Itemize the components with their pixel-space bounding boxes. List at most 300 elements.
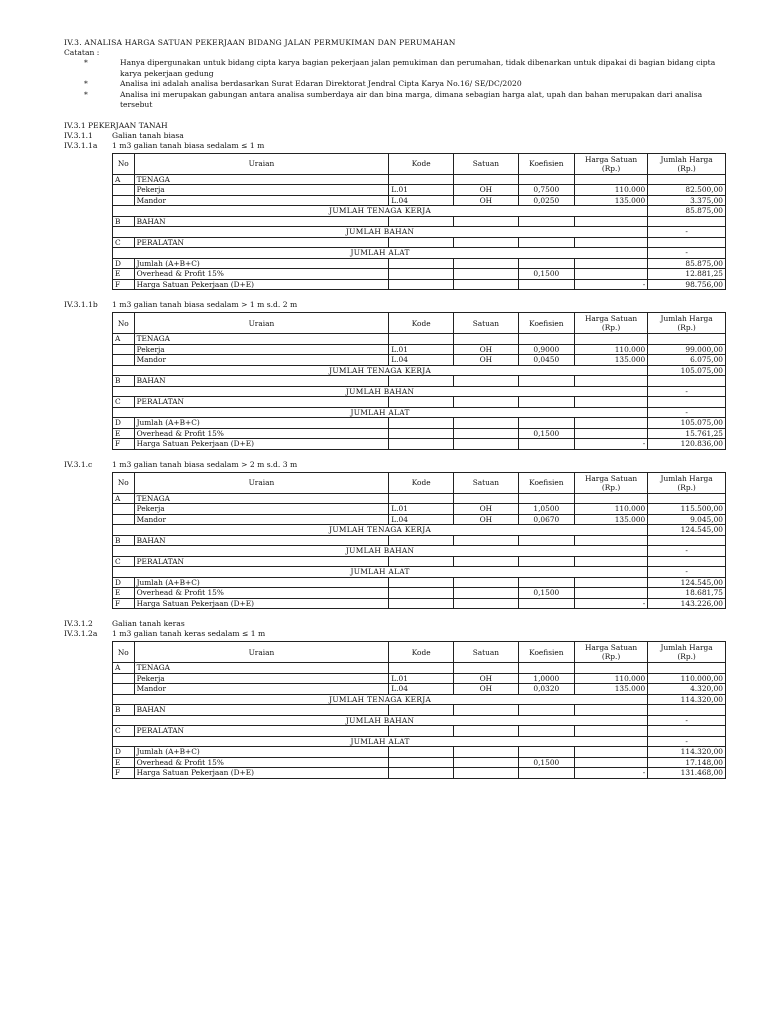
table-cell bbox=[574, 705, 647, 716]
table-cell bbox=[648, 556, 726, 567]
worker-name: Pekerja bbox=[134, 185, 389, 196]
table-cell bbox=[389, 588, 454, 599]
worker-name: Mandor bbox=[134, 684, 389, 695]
table-row bbox=[113, 598, 726, 609]
row-letter: B bbox=[113, 376, 135, 387]
table-cell bbox=[518, 705, 574, 716]
note-item bbox=[64, 79, 720, 90]
table-row bbox=[113, 174, 726, 185]
table-cell bbox=[518, 556, 574, 567]
table-row bbox=[113, 439, 726, 450]
total-material-label: JUMLAH BAHAN bbox=[113, 386, 648, 397]
worker-price: 110.000 bbox=[574, 185, 647, 196]
table-header-row bbox=[113, 313, 726, 334]
worker-coefficient: 1,0000 bbox=[518, 673, 574, 684]
header-uraian: Uraian bbox=[134, 472, 389, 493]
header-koefisien: Koefisien bbox=[518, 472, 574, 493]
table-row bbox=[113, 757, 726, 768]
table-row bbox=[113, 185, 726, 196]
table-cell bbox=[454, 428, 519, 439]
worker-coefficient: 0,0450 bbox=[518, 355, 574, 366]
table-cell bbox=[518, 418, 574, 429]
group-label: TENAGA bbox=[134, 663, 389, 674]
worker-name: Pekerja bbox=[134, 673, 389, 684]
table-cell bbox=[454, 334, 519, 345]
unit-price-value: 143.226,00 bbox=[648, 598, 726, 609]
header-harga: Harga Satuan (Rp.) bbox=[574, 313, 647, 334]
table-cell bbox=[574, 535, 647, 546]
table-cell bbox=[389, 269, 454, 280]
group-label: PERALATAN bbox=[134, 556, 389, 567]
header-kode: Kode bbox=[389, 153, 454, 174]
table-cell bbox=[389, 376, 454, 387]
table-cell bbox=[389, 439, 454, 450]
unit-price-dash: - bbox=[574, 768, 647, 779]
table-row bbox=[113, 577, 726, 588]
table-cell bbox=[454, 705, 519, 716]
worker-coefficient: 0,0670 bbox=[518, 514, 574, 525]
table-row bbox=[113, 514, 726, 525]
worker-coefficient: 0,0320 bbox=[518, 684, 574, 695]
worker-coefficient: 0,0250 bbox=[518, 195, 574, 206]
table-cell bbox=[518, 663, 574, 674]
header-jumlah: Jumlah Harga (Rp.) bbox=[648, 153, 726, 174]
header-satuan: Satuan bbox=[454, 472, 519, 493]
header-satuan: Satuan bbox=[454, 313, 519, 334]
table-cell bbox=[518, 237, 574, 248]
row-letter: B bbox=[113, 705, 135, 716]
total-material-label: JUMLAH BAHAN bbox=[113, 227, 648, 238]
worker-amount: 4.320,00 bbox=[648, 684, 726, 695]
table-cell bbox=[518, 747, 574, 758]
table-row bbox=[113, 344, 726, 355]
table-row bbox=[113, 726, 726, 737]
total-labor-label: JUMLAH TENAGA KERJA bbox=[113, 206, 648, 217]
table-cell bbox=[389, 663, 454, 674]
table-cell bbox=[648, 726, 726, 737]
subsection-text: Galian tanah biasa bbox=[112, 130, 184, 140]
group-label: PERALATAN bbox=[134, 397, 389, 408]
table-cell bbox=[389, 535, 454, 546]
header-satuan: Satuan bbox=[454, 153, 519, 174]
table-cell bbox=[454, 588, 519, 599]
total-material-value: - bbox=[648, 546, 726, 557]
row-letter: E bbox=[113, 269, 135, 280]
table-cell bbox=[113, 684, 135, 695]
table-cell bbox=[518, 279, 574, 290]
overhead-coefficient: 0,1500 bbox=[518, 269, 574, 280]
total-labor-label: JUMLAH TENAGA KERJA bbox=[113, 365, 648, 376]
total-labor-label: JUMLAH TENAGA KERJA bbox=[113, 694, 648, 705]
subsection-heading bbox=[64, 619, 768, 629]
table-cell bbox=[389, 705, 454, 716]
group-label: TENAGA bbox=[134, 334, 389, 345]
worker-amount: 9.045,00 bbox=[648, 514, 726, 525]
table-row bbox=[113, 588, 726, 599]
table-row bbox=[113, 216, 726, 227]
worker-coefficient: 0,9000 bbox=[518, 344, 574, 355]
subtotal-label: Jumlah (A+B+C) bbox=[134, 418, 389, 429]
total-equipment-value: - bbox=[648, 407, 726, 418]
worker-code: L.01 bbox=[389, 344, 454, 355]
header-jumlah: Jumlah Harga (Rp.) bbox=[648, 472, 726, 493]
header-koefisien: Koefisien bbox=[518, 313, 574, 334]
table-cell bbox=[648, 376, 726, 387]
row-letter: D bbox=[113, 258, 135, 269]
analysis-block bbox=[64, 131, 768, 291]
table-cell bbox=[454, 376, 519, 387]
row-letter: E bbox=[113, 428, 135, 439]
table-cell bbox=[389, 493, 454, 504]
total-labor-value: 85.875,00 bbox=[648, 206, 726, 217]
worker-name: Pekerja bbox=[134, 344, 389, 355]
table-row bbox=[113, 715, 726, 726]
header-uraian: Uraian bbox=[134, 313, 389, 334]
table-row bbox=[113, 227, 726, 238]
analysis-block bbox=[64, 460, 768, 610]
total-equipment-label: JUMLAH ALAT bbox=[113, 248, 648, 259]
subtotal-value: 114.320,00 bbox=[648, 747, 726, 758]
worker-price: 135.000 bbox=[574, 514, 647, 525]
total-equipment-label: JUMLAH ALAT bbox=[113, 407, 648, 418]
table-cell bbox=[454, 768, 519, 779]
table-row bbox=[113, 428, 726, 439]
row-letter: C bbox=[113, 397, 135, 408]
group-label: PERALATAN bbox=[134, 237, 389, 248]
table-header-row bbox=[113, 642, 726, 663]
worker-unit: OH bbox=[454, 504, 519, 515]
worker-code: L.04 bbox=[389, 195, 454, 206]
note-text: Analisa ini merupakan gabungan antara analisa sumberdaya air dan bina marga, dimana sebagian harga alat, upah dan bahan merupakan dari analisa tersebut bbox=[120, 89, 703, 109]
unit-price-dash: - bbox=[574, 279, 647, 290]
unit-price-value: 120.836,00 bbox=[648, 439, 726, 450]
worker-unit: OH bbox=[454, 185, 519, 196]
worker-coefficient: 0,7500 bbox=[518, 185, 574, 196]
overhead-coefficient: 0,1500 bbox=[518, 428, 574, 439]
header-harga: Harga Satuan (Rp.) bbox=[574, 642, 647, 663]
unit-price-label: Harga Satuan Pekerjaan (D+E) bbox=[134, 768, 389, 779]
table-cell bbox=[574, 418, 647, 429]
note-text: Hanya dipergunakan untuk bidang cipta karya bagian pekerjaan jalan pemukiman dan perumahan, tidak dibenarkan untuk dipakai di bagian bidang cipta karya pekerjaan gedung bbox=[120, 58, 716, 78]
total-material-value: - bbox=[648, 386, 726, 397]
table-cell bbox=[648, 174, 726, 185]
group-label: BAHAN bbox=[134, 376, 389, 387]
header-no: No bbox=[113, 642, 135, 663]
table-cell bbox=[454, 577, 519, 588]
header-kode: Kode bbox=[389, 313, 454, 334]
row-letter: B bbox=[113, 535, 135, 546]
total-equipment-label: JUMLAH ALAT bbox=[113, 567, 648, 578]
table-row bbox=[113, 684, 726, 695]
table-cell bbox=[113, 673, 135, 684]
table-cell bbox=[518, 598, 574, 609]
item-code: IV.3.1.1b bbox=[64, 300, 98, 309]
table-cell bbox=[648, 237, 726, 248]
table-cell bbox=[454, 556, 519, 567]
total-equipment-value: - bbox=[648, 736, 726, 747]
analysis-table bbox=[112, 312, 726, 450]
worker-amount: 6.075,00 bbox=[648, 355, 726, 366]
table-cell bbox=[518, 174, 574, 185]
table-header-row bbox=[113, 153, 726, 174]
worker-price: 110.000 bbox=[574, 344, 647, 355]
table-row bbox=[113, 376, 726, 387]
worker-coefficient: 1,0500 bbox=[518, 504, 574, 515]
total-equipment-value: - bbox=[648, 248, 726, 259]
worker-name: Mandor bbox=[134, 355, 389, 366]
note-bullet: * bbox=[84, 79, 88, 88]
table-cell bbox=[574, 757, 647, 768]
table-row bbox=[113, 206, 726, 217]
table-header-row bbox=[113, 472, 726, 493]
table-cell bbox=[113, 355, 135, 366]
group-label: PERALATAN bbox=[134, 726, 389, 737]
note-item bbox=[64, 58, 720, 79]
table-cell bbox=[454, 535, 519, 546]
worker-code: L.04 bbox=[389, 684, 454, 695]
table-row bbox=[113, 269, 726, 280]
table-row bbox=[113, 493, 726, 504]
table-cell bbox=[454, 237, 519, 248]
group-label: TENAGA bbox=[134, 493, 389, 504]
table-cell bbox=[113, 195, 135, 206]
header-uraian: Uraian bbox=[134, 153, 389, 174]
table-cell bbox=[518, 216, 574, 227]
overhead-coefficient: 0,1500 bbox=[518, 588, 574, 599]
row-letter: D bbox=[113, 418, 135, 429]
worker-amount: 115.500,00 bbox=[648, 504, 726, 515]
table-row bbox=[113, 258, 726, 269]
worker-amount: 110.000,00 bbox=[648, 673, 726, 684]
table-cell bbox=[518, 768, 574, 779]
total-labor-label: JUMLAH TENAGA KERJA bbox=[113, 525, 648, 536]
table-row bbox=[113, 334, 726, 345]
row-letter: A bbox=[113, 663, 135, 674]
table-cell bbox=[454, 757, 519, 768]
row-letter: C bbox=[113, 726, 135, 737]
subsection-text: Galian tanah keras bbox=[112, 619, 185, 628]
table-cell bbox=[389, 279, 454, 290]
table-row bbox=[113, 736, 726, 747]
row-letter: F bbox=[113, 439, 135, 450]
note-bullet: * bbox=[84, 89, 88, 99]
worker-unit: OH bbox=[454, 195, 519, 206]
header-harga: Harga Satuan (Rp.) bbox=[574, 153, 647, 174]
table-row bbox=[113, 673, 726, 684]
subtotal-value: 85.875,00 bbox=[648, 258, 726, 269]
overhead-label: Overhead & Profit 15% bbox=[134, 588, 389, 599]
overhead-value: 17.148,00 bbox=[648, 757, 726, 768]
item-heading bbox=[64, 300, 768, 310]
table-cell bbox=[648, 663, 726, 674]
worker-unit: OH bbox=[454, 673, 519, 684]
table-cell bbox=[518, 397, 574, 408]
subsection-heading bbox=[64, 131, 768, 141]
worker-unit: OH bbox=[454, 355, 519, 366]
table-cell bbox=[518, 376, 574, 387]
table-row bbox=[113, 237, 726, 248]
table-cell bbox=[389, 747, 454, 758]
unit-price-label: Harga Satuan Pekerjaan (D+E) bbox=[134, 439, 389, 450]
table-cell bbox=[389, 418, 454, 429]
table-cell bbox=[389, 768, 454, 779]
document-title: IV.3. ANALISA HARGA SATUAN PEKERJAAN BIDANG JALAN PERMUKIMAN DAN PERUMAHAN bbox=[64, 38, 456, 47]
table-cell bbox=[454, 269, 519, 280]
header-kode: Kode bbox=[389, 642, 454, 663]
table-cell bbox=[574, 428, 647, 439]
table-row bbox=[113, 567, 726, 578]
overhead-label: Overhead & Profit 15% bbox=[134, 269, 389, 280]
table-row bbox=[113, 407, 726, 418]
section-title: IV.3.1 PEKERJAAN TANAH bbox=[64, 120, 168, 130]
subtotal-label: Jumlah (A+B+C) bbox=[134, 258, 389, 269]
table-cell bbox=[574, 493, 647, 504]
table-cell bbox=[648, 493, 726, 504]
table-row bbox=[113, 747, 726, 758]
table-cell bbox=[574, 269, 647, 280]
table-row bbox=[113, 694, 726, 705]
note-text: Analisa ini adalah analisa berdasarkan Surat Edaran Direktorat Jendral Cipta Karya No.16/ SE/DC/2020 bbox=[120, 79, 522, 88]
table-cell bbox=[454, 174, 519, 185]
row-letter: F bbox=[113, 768, 135, 779]
row-letter: F bbox=[113, 598, 135, 609]
table-row bbox=[113, 768, 726, 779]
table-row bbox=[113, 504, 726, 515]
note-item bbox=[64, 90, 720, 111]
table-row bbox=[113, 279, 726, 290]
table-cell bbox=[454, 663, 519, 674]
worker-amount: 82.500,00 bbox=[648, 185, 726, 196]
worker-code: L.04 bbox=[389, 514, 454, 525]
unit-price-dash: - bbox=[574, 439, 647, 450]
header-no: No bbox=[113, 472, 135, 493]
table-row bbox=[113, 663, 726, 674]
worker-price: 110.000 bbox=[574, 673, 647, 684]
header-jumlah: Jumlah Harga (Rp.) bbox=[648, 313, 726, 334]
table-cell bbox=[454, 747, 519, 758]
table-row bbox=[113, 195, 726, 206]
table-cell bbox=[574, 747, 647, 758]
table-cell bbox=[574, 216, 647, 227]
table-row bbox=[113, 355, 726, 366]
unit-price-value: 98.756,00 bbox=[648, 279, 726, 290]
table-cell bbox=[389, 334, 454, 345]
header-kode: Kode bbox=[389, 472, 454, 493]
table-cell bbox=[648, 535, 726, 546]
table-cell bbox=[574, 376, 647, 387]
subtotal-label: Jumlah (A+B+C) bbox=[134, 577, 389, 588]
overhead-label: Overhead & Profit 15% bbox=[134, 757, 389, 768]
analysis-blocks bbox=[64, 131, 768, 779]
table-cell bbox=[113, 504, 135, 515]
table-cell bbox=[454, 439, 519, 450]
overhead-value: 15.761,25 bbox=[648, 428, 726, 439]
subtotal-value: 105.075,00 bbox=[648, 418, 726, 429]
table-cell bbox=[648, 705, 726, 716]
worker-code: L.04 bbox=[389, 355, 454, 366]
table-row bbox=[113, 705, 726, 716]
analysis-block bbox=[64, 619, 768, 779]
item-title: 1 m3 galian tanah biasa sedalam ≤ 1 m bbox=[112, 140, 265, 150]
analysis-table bbox=[112, 641, 726, 779]
overhead-coefficient: 0,1500 bbox=[518, 757, 574, 768]
row-letter: C bbox=[113, 556, 135, 567]
table-row bbox=[113, 525, 726, 536]
worker-code: L.01 bbox=[389, 504, 454, 515]
header-koefisien: Koefisien bbox=[518, 642, 574, 663]
item-heading bbox=[64, 629, 768, 639]
table-cell bbox=[389, 237, 454, 248]
table-cell bbox=[518, 258, 574, 269]
table-cell bbox=[389, 757, 454, 768]
worker-price: 135.000 bbox=[574, 684, 647, 695]
subtotal-value: 124.545,00 bbox=[648, 577, 726, 588]
table-cell bbox=[454, 397, 519, 408]
total-labor-value: 114.320,00 bbox=[648, 694, 726, 705]
table-cell bbox=[389, 556, 454, 567]
table-cell bbox=[648, 216, 726, 227]
total-material-value: - bbox=[648, 227, 726, 238]
table-cell bbox=[454, 279, 519, 290]
total-labor-value: 124.545,00 bbox=[648, 525, 726, 536]
worker-code: L.01 bbox=[389, 673, 454, 684]
worker-unit: OH bbox=[454, 514, 519, 525]
row-letter: A bbox=[113, 334, 135, 345]
header-uraian: Uraian bbox=[134, 642, 389, 663]
total-material-value: - bbox=[648, 715, 726, 726]
table-cell bbox=[113, 185, 135, 196]
table-cell bbox=[454, 216, 519, 227]
table-cell bbox=[454, 726, 519, 737]
overhead-value: 12.881,25 bbox=[648, 269, 726, 280]
table-cell bbox=[518, 493, 574, 504]
header-satuan: Satuan bbox=[454, 642, 519, 663]
total-material-label: JUMLAH BAHAN bbox=[113, 546, 648, 557]
table-cell bbox=[518, 439, 574, 450]
unit-price-dash: - bbox=[574, 598, 647, 609]
item-title: 1 m3 galian tanah keras sedalam ≤ 1 m bbox=[112, 629, 266, 638]
row-letter: F bbox=[113, 279, 135, 290]
item-code: IV.3.1.1a bbox=[64, 140, 98, 150]
header-no: No bbox=[113, 313, 135, 334]
note-bullet: * bbox=[84, 58, 88, 67]
table-row bbox=[113, 546, 726, 557]
overhead-value: 18.681,75 bbox=[648, 588, 726, 599]
unit-price-value: 131.468,00 bbox=[648, 768, 726, 779]
table-cell bbox=[574, 663, 647, 674]
table-cell bbox=[389, 397, 454, 408]
table-cell bbox=[454, 598, 519, 609]
table-row bbox=[113, 365, 726, 376]
table-row bbox=[113, 535, 726, 546]
group-label: TENAGA bbox=[134, 174, 389, 185]
table-cell bbox=[454, 418, 519, 429]
worker-amount: 3.375,00 bbox=[648, 195, 726, 206]
table-cell bbox=[113, 344, 135, 355]
table-row bbox=[113, 386, 726, 397]
item-code: IV.3.1.c bbox=[64, 459, 93, 469]
notes-label: Catatan : bbox=[64, 48, 100, 57]
table-cell bbox=[648, 397, 726, 408]
item-heading bbox=[64, 141, 768, 151]
table-row bbox=[113, 556, 726, 567]
table-cell bbox=[518, 535, 574, 546]
table-cell bbox=[389, 258, 454, 269]
analysis-table bbox=[112, 153, 726, 291]
table-cell bbox=[454, 493, 519, 504]
header-jumlah: Jumlah Harga (Rp.) bbox=[648, 642, 726, 663]
item-code: IV.3.1.2a bbox=[64, 629, 98, 638]
